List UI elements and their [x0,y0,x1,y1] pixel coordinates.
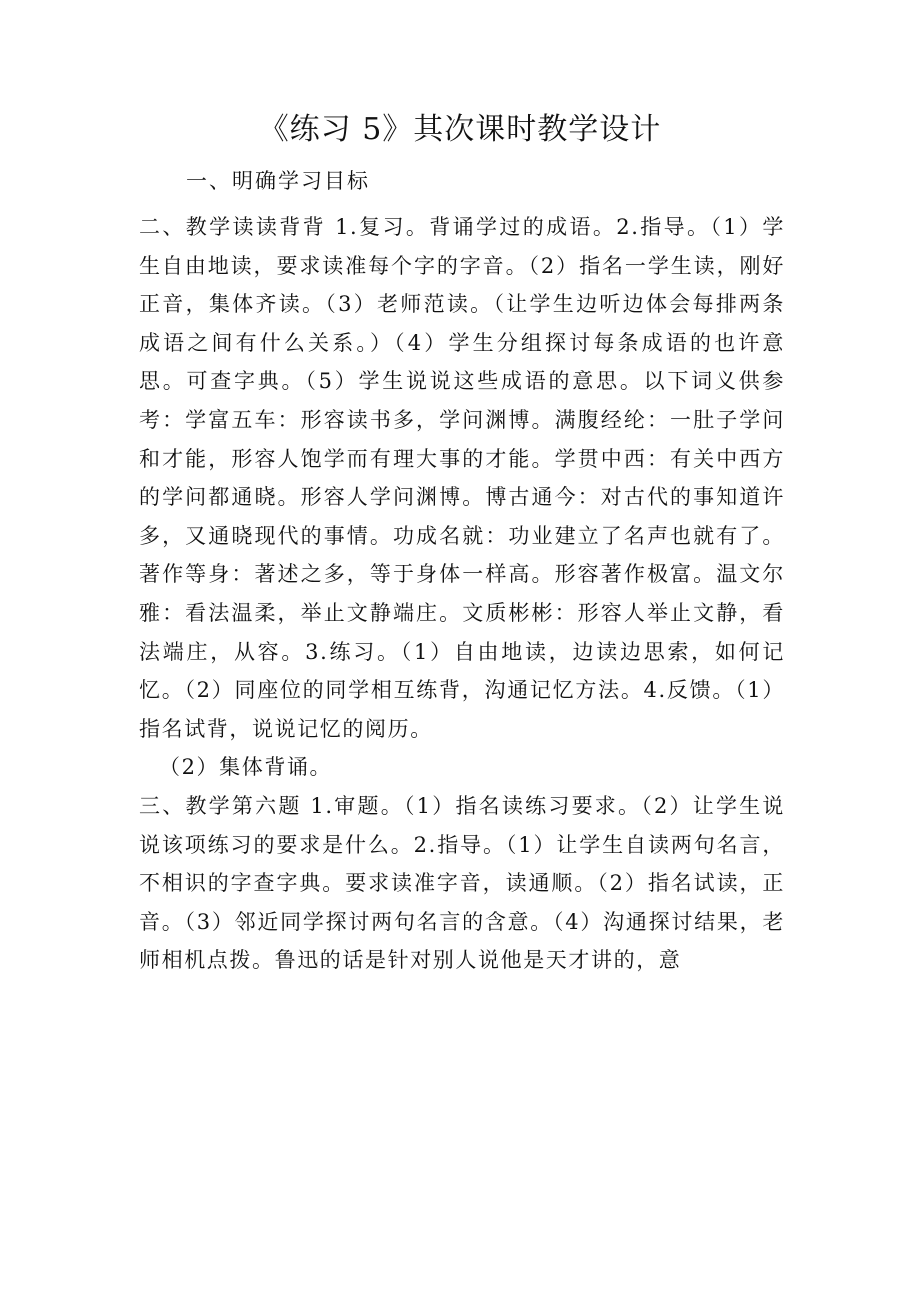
section-heading-objectives: 一、明确学习目标 [186,169,370,193]
document-title: 《练习 5》其次课时教学设计 [258,112,662,147]
paragraph-section-3: 三、教学第六题 1.审题。（1）指名读练习要求。（2）让学生说说该项练习的要求是什么。2.指导。（1）让学生自读两句名言，不相识的字查字典。要求读准字音，读通顺。（2）指名试读，正音。（3）邻近同学探讨两句名言的含意。（4）沟通探讨结果，老师相机点拨。鲁迅的话是针对别人说他是天才讲的，意 [139,793,785,973]
paragraph-section-2: 二、教学读读背背 1.复习。背诵学过的成语。2.指导。（1）学生自由地读，要求读准每个字的字音。（2）指名一学生读，刚好正音，集体齐读。（3）老师范读。（让学生边听边体会每排两条成语之间有什么关系。）（4）学生分组探讨每条成语的也许意思。可查字典。（5）学生说说这些成语的意思。以下词义供参考：学富五车：形容读书多，学问渊博。满腹经纶：一肚子学问和才能，形容人饱学而有理大事的才能。学贯中西：有关中西方的学问都通晓。形容人学问渊博。博古通今：对古代的事知道许多，又通晓现代的事情。功成名就：功业建立了名声也就有了。著作等身：著述之多，等于身体一样高。形容著作极富。温文尔雅：看法温柔，举止文静端庄。文质彬彬：形容人举止文静，看法端庄，从容。3.练习。（1）自由地读，边读边思索，如何记忆。（2）同座位的同学相互练背，沟通记忆方法。4.反馈。（1）指名试背，说说记忆的阅历。 [139,215,785,741]
paragraph-section-2-item: （2）集体背诵。 [159,755,333,780]
document-body [139,208,785,980]
